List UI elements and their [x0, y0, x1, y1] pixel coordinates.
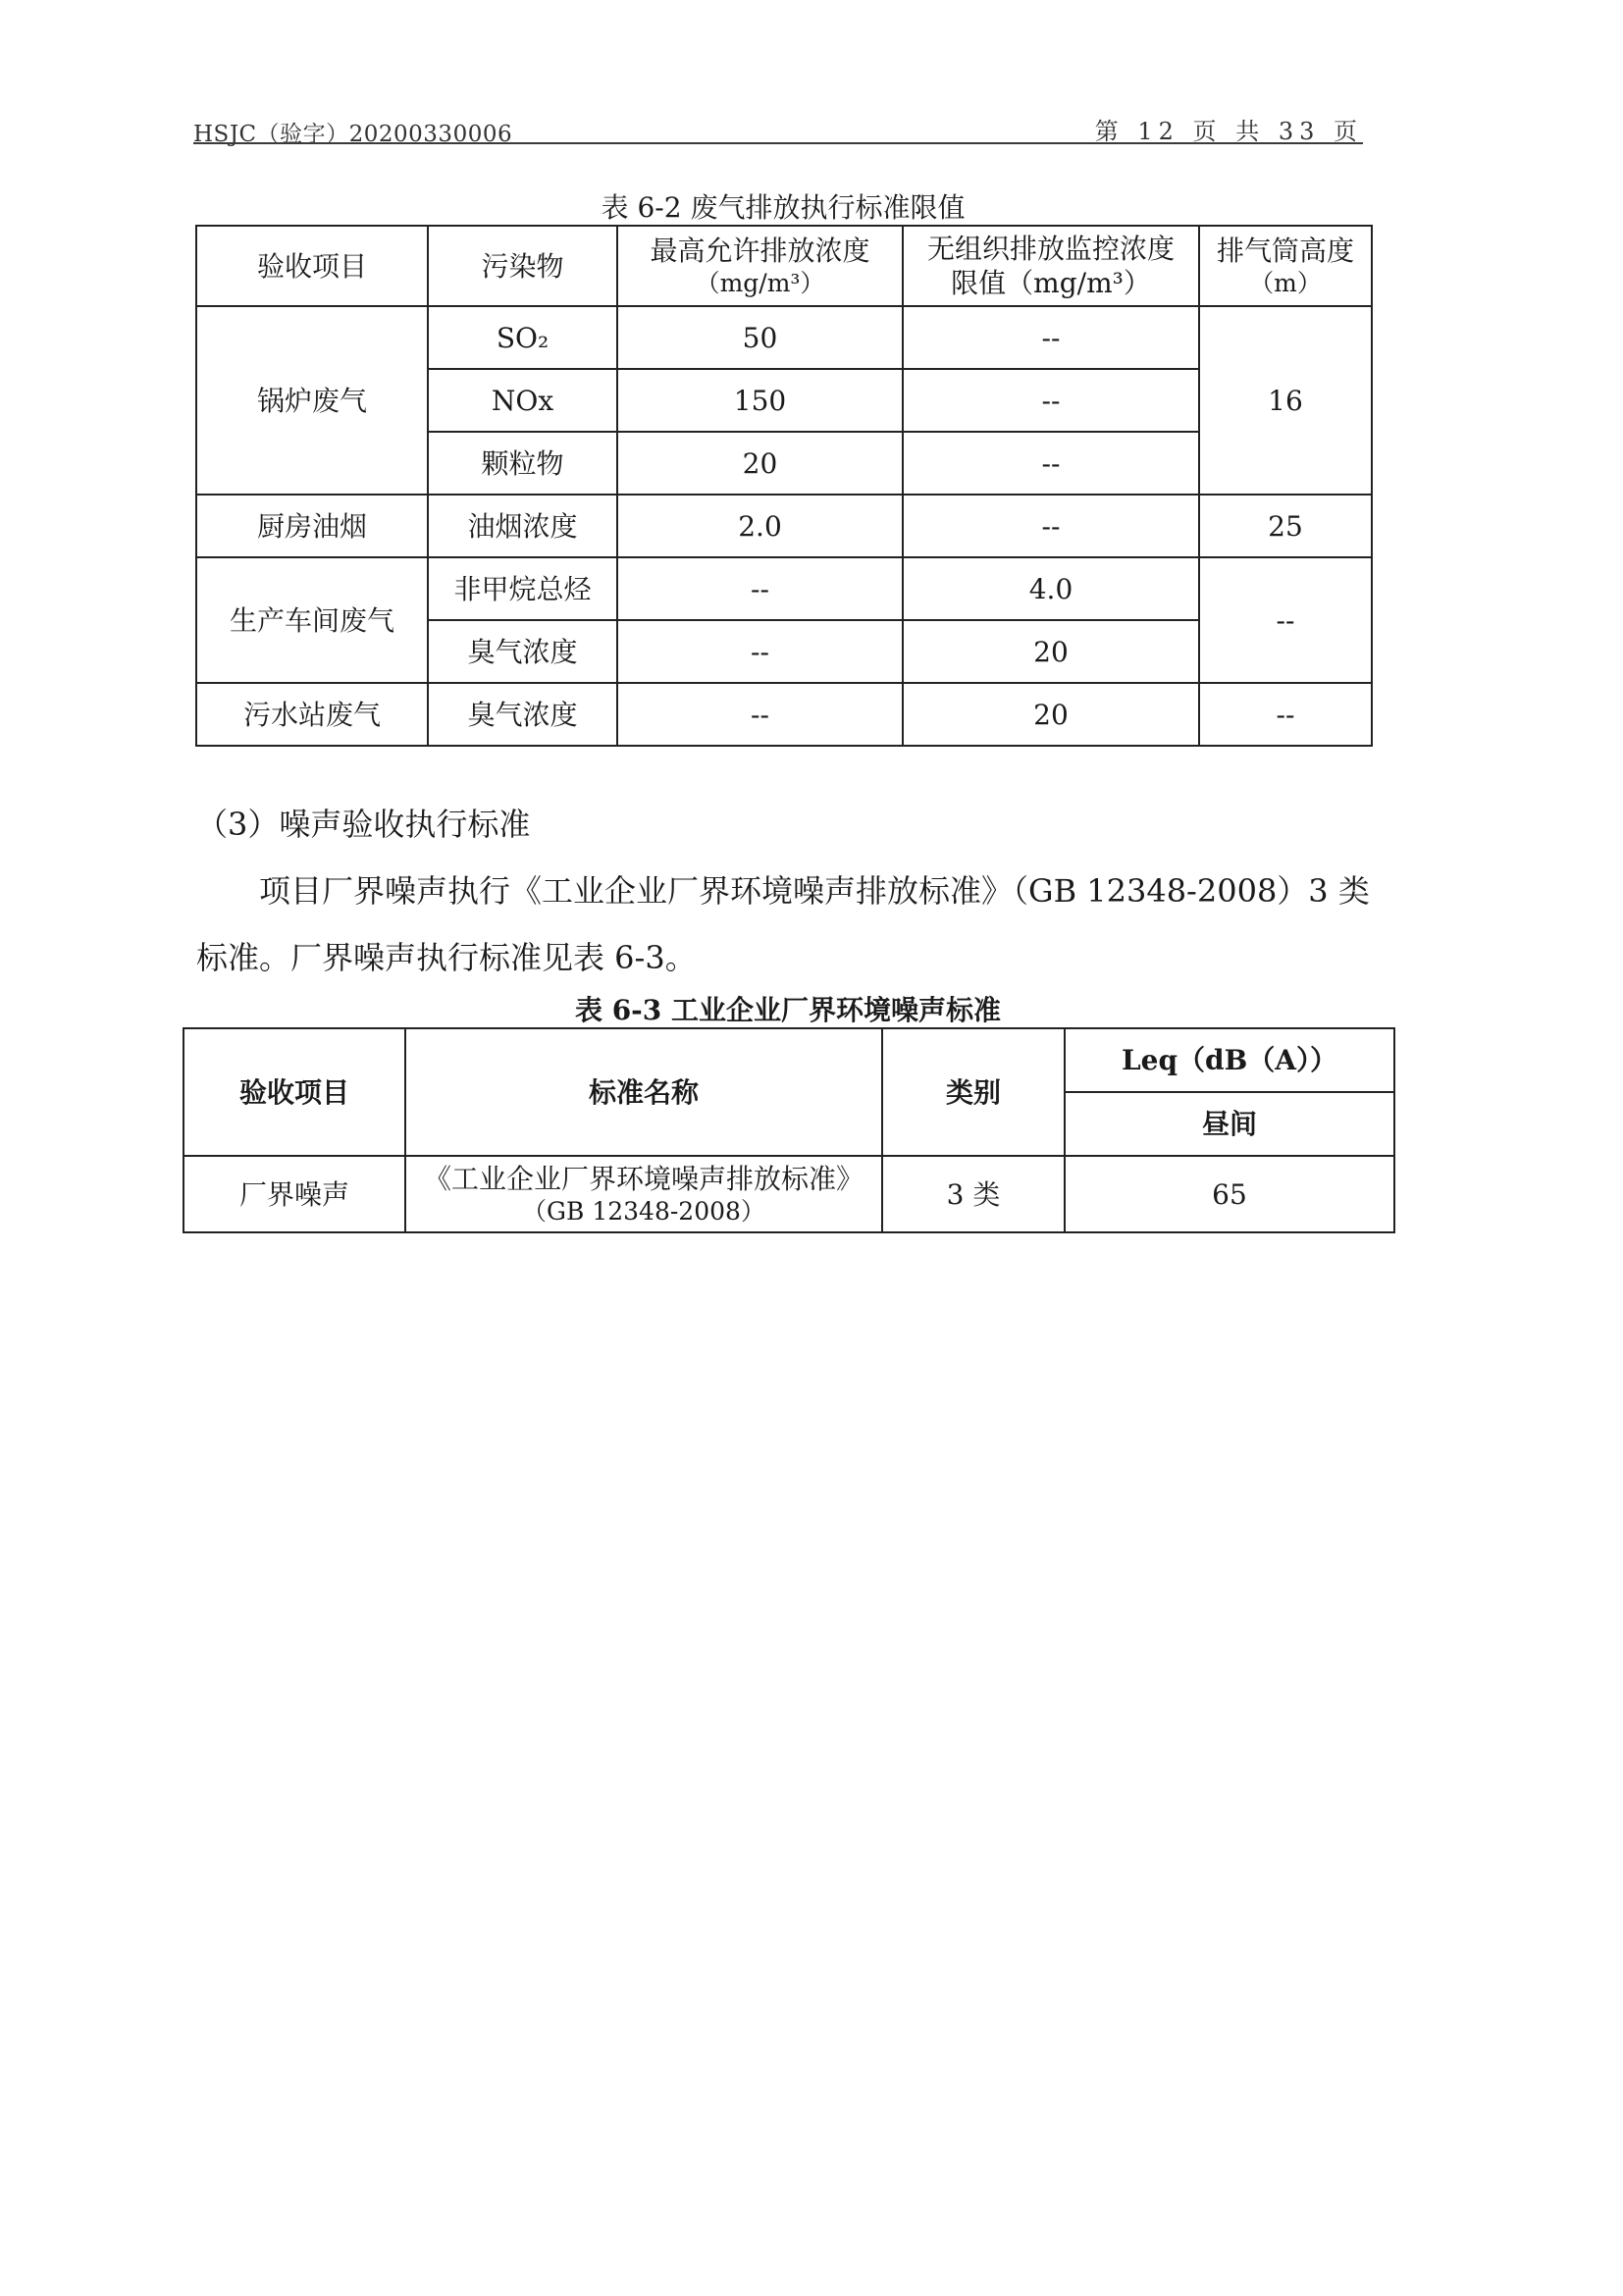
max-odor-workshop: -- [617, 620, 903, 683]
table-row [196, 495, 1372, 557]
noise-standard-name [405, 1156, 882, 1232]
group-kitchen: 厨房油烟 [196, 495, 428, 557]
header-leq: Leq（dB（A）） [1065, 1028, 1394, 1092]
table-row [196, 557, 1372, 620]
pollutant-fume: 油烟浓度 [428, 495, 617, 557]
pollutant-nox: NOx [428, 369, 617, 432]
section-heading: （3）噪声验收执行标准 [196, 806, 531, 843]
unorg-odor-workshop: 20 [903, 620, 1199, 683]
max-fume: 2.0 [617, 495, 903, 557]
table-row [196, 683, 1372, 746]
height-workshop: -- [1199, 557, 1372, 683]
height-sewage: -- [1199, 683, 1372, 746]
header-standard-name: 标准名称 [405, 1028, 882, 1156]
unorg-odor-sewage: 20 [903, 683, 1199, 746]
header-item: 验收项目 [196, 226, 428, 306]
noise-item: 厂界噪声 [183, 1156, 405, 1232]
noise-standard-name-line1: 《工业企业厂界环境噪声排放标准》 [423, 1162, 864, 1195]
max-nmhc: -- [617, 557, 903, 620]
table1-caption: 表 6-2 废气排放执行标准限值 [601, 191, 966, 224]
header-max-concentration-unit: （mg/m³） [695, 268, 825, 297]
header-category: 类别 [882, 1028, 1065, 1156]
unorg-nmhc: 4.0 [903, 557, 1199, 620]
height-kitchen: 25 [1199, 495, 1372, 557]
header-stack-height-unit: （m） [1249, 268, 1322, 297]
section-paragraph: 项目厂界噪声执行《工业企业厂界环境噪声排放标准》（GB 12348-2008）3 类标准。厂界噪声执行标准见表 6-3。 [196, 872, 1370, 976]
table2-header-row [183, 1028, 1394, 1092]
header-max-concentration [617, 226, 903, 306]
unorg-so2: -- [903, 306, 1199, 369]
max-so2: 50 [617, 306, 903, 369]
max-pm: 20 [617, 432, 903, 495]
header-unorganized-limit-line1: 无组织排放监控浓度 [926, 233, 1175, 265]
noise-standard-code: （GB 12348-2008） [522, 1196, 765, 1226]
table1-header-row [196, 226, 1372, 306]
table-row [183, 1156, 1394, 1232]
pollutant-odor-sewage: 臭气浓度 [428, 683, 617, 746]
table-row [196, 306, 1372, 369]
header-max-concentration-line1: 最高允许排放浓度 [650, 234, 870, 267]
group-boiler: 锅炉废气 [196, 306, 428, 495]
pollutant-odor-workshop: 臭气浓度 [428, 620, 617, 683]
pollutant-pm: 颗粒物 [428, 432, 617, 495]
document-id: HSJC（验字）20200330006 [193, 122, 513, 147]
header-daytime: 昼间 [1065, 1092, 1394, 1156]
emission-standards-table [195, 225, 1373, 747]
pollutant-nmhc: 非甲烷总烃 [428, 557, 617, 620]
unorg-fume: -- [903, 495, 1199, 557]
header-stack-height [1199, 226, 1372, 306]
height-boiler: 16 [1199, 306, 1372, 495]
page-header [193, 112, 1363, 147]
header-item: 验收项目 [183, 1028, 405, 1156]
header-rule [193, 142, 1363, 144]
noise-category: 3 类 [882, 1156, 1065, 1232]
header-unorganized-limit-line2: 限值（mg/m³） [951, 267, 1151, 299]
max-nox: 150 [617, 369, 903, 432]
header-stack-height-line1: 排气筒高度 [1216, 234, 1354, 267]
max-odor-sewage: -- [617, 683, 903, 746]
group-sewage: 污水站废气 [196, 683, 428, 746]
noise-daytime-limit: 65 [1065, 1156, 1394, 1232]
table2-caption: 表 6-3 工业企业厂界环境噪声标准 [574, 994, 1002, 1026]
group-workshop: 生产车间废气 [196, 557, 428, 683]
header-pollutant: 污染物 [428, 226, 617, 306]
unorg-nox: -- [903, 369, 1199, 432]
page-number: 第 12 页 共 33 页 [1094, 118, 1363, 145]
header-unorganized-limit [903, 226, 1199, 306]
pollutant-so2: SO₂ [428, 306, 617, 369]
unorg-pm: -- [903, 432, 1199, 495]
noise-standards-table [183, 1027, 1395, 1233]
